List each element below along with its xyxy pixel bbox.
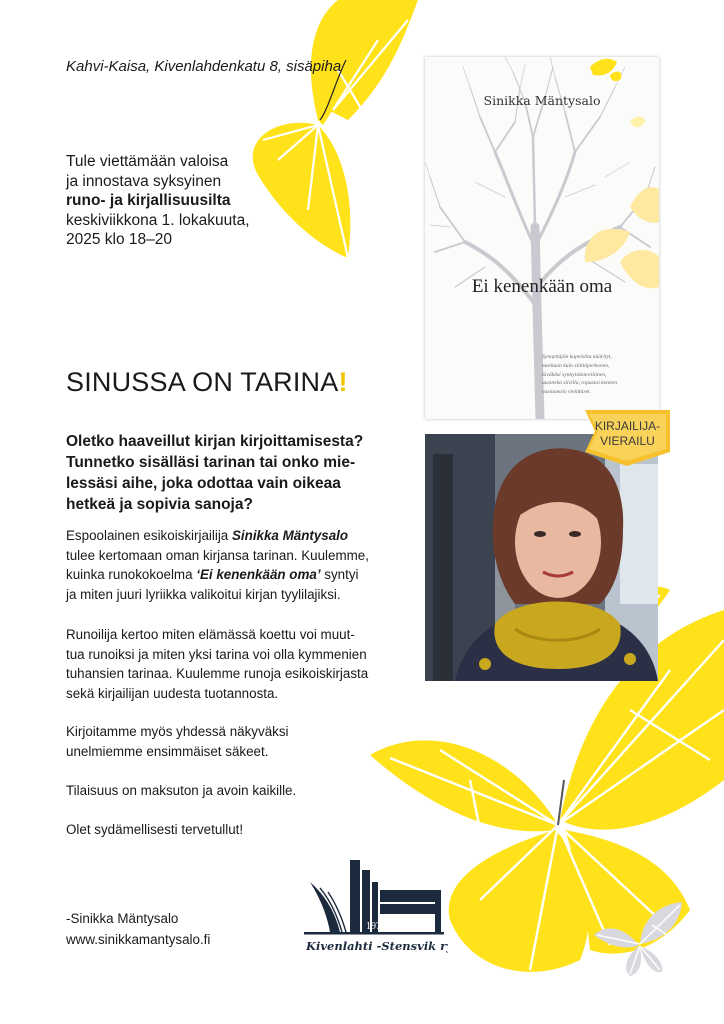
book-author: Sinikka Mäntysalo bbox=[483, 93, 601, 108]
lead-line: lessäsi aihe, joka odottaa vain oikeaa bbox=[66, 475, 341, 492]
logo-year: 1972 bbox=[366, 921, 386, 932]
paragraph-author-intro: Espoolainen esikoiskirjailija Sinikka Mäntysalo tulee kertomaan oman kirjansa tarinan. Kuulemme, kuinka runokokoelma ‘Ei kenenkään oma’ syntyi ja miten juuri lyriikka valikoitui kirjan tyylilajiksi. bbox=[66, 528, 369, 602]
author-name: Sinikka Mäntysalo bbox=[231, 528, 349, 543]
paragraph-poet: Runoilija kertoo miten elämässä koettu voi muut- tua runoiksi ja miten yksi tarina voi olla kymmenien tuhansien tarinaa. Kuulemme runoja esikoiskirjasta sekä kirjailijan uudesta tuotannosta. bbox=[66, 627, 369, 701]
website-link[interactable]: www.sinikkamantysalo.fi bbox=[66, 932, 211, 947]
book-cover bbox=[425, 57, 659, 419]
book-title-mention: ‘Ei kenenkään oma’ bbox=[196, 567, 321, 583]
author-visit-ribbon bbox=[585, 410, 670, 466]
lead-questions bbox=[66, 431, 406, 515]
intro-line: ja innostava syksyinen bbox=[66, 172, 222, 190]
book-title: Ei kenenkään oma bbox=[471, 276, 613, 297]
paragraph-welcome: Olet sydämellisesti tervetullut! bbox=[66, 822, 244, 837]
paragraph-free-entry: Tilaisuus on maksuton ja avoin kaikille. bbox=[66, 783, 297, 798]
lead-line: Oletko haaveillut kirjan kirjoittamisesta? bbox=[66, 433, 364, 450]
headline-exclamation: ! bbox=[338, 367, 348, 397]
kivenlahti-stensvik-logo bbox=[300, 850, 448, 968]
paragraph-writing: Kirjoitamme myös yhdessä näkyväksi unelmiemme ensimmäiset säkeet. bbox=[66, 724, 289, 759]
signature-name: -Sinikka Mäntysalo bbox=[66, 911, 179, 926]
ribbon-text: KIRJAILIJA- VIERAILU bbox=[594, 419, 661, 448]
lead-line: hetkeä ja sopivia sanoja? bbox=[66, 496, 253, 513]
intro-line: Tule viettämään valoisa bbox=[66, 153, 229, 170]
book-blurb: Synnyttäjän kapeisilta käärityt, markaan kuin siittiöperhonen, läväkäsi synnyinlonreiliinen, uusineka siivilla, ropustoi kennen vastaanolo vielittäret. bbox=[542, 354, 617, 396]
event-intro bbox=[66, 152, 366, 250]
signature bbox=[66, 908, 210, 950]
author-photo bbox=[425, 434, 658, 681]
intro-event-name: runo- ja kirjallisuusilta bbox=[66, 192, 231, 209]
intro-date: keskiviikkona 1. lokakuuta, bbox=[66, 211, 250, 229]
intro-time: 2025 klo 18–20 bbox=[66, 231, 173, 248]
lead-line: Tunnetko sisälläsi tarinan tai onko mie- bbox=[66, 454, 356, 471]
venue-address: Kahvi-Kaisa, Kivenlahdenkatu 8, sisäpiha bbox=[66, 58, 342, 75]
butterfly-grey-illustration bbox=[592, 900, 684, 980]
headline bbox=[66, 367, 348, 398]
headline-text: SINUSSA ON TARINA bbox=[66, 367, 339, 397]
logo-name: Kivenlahti -Stensvik ry bbox=[306, 939, 448, 953]
